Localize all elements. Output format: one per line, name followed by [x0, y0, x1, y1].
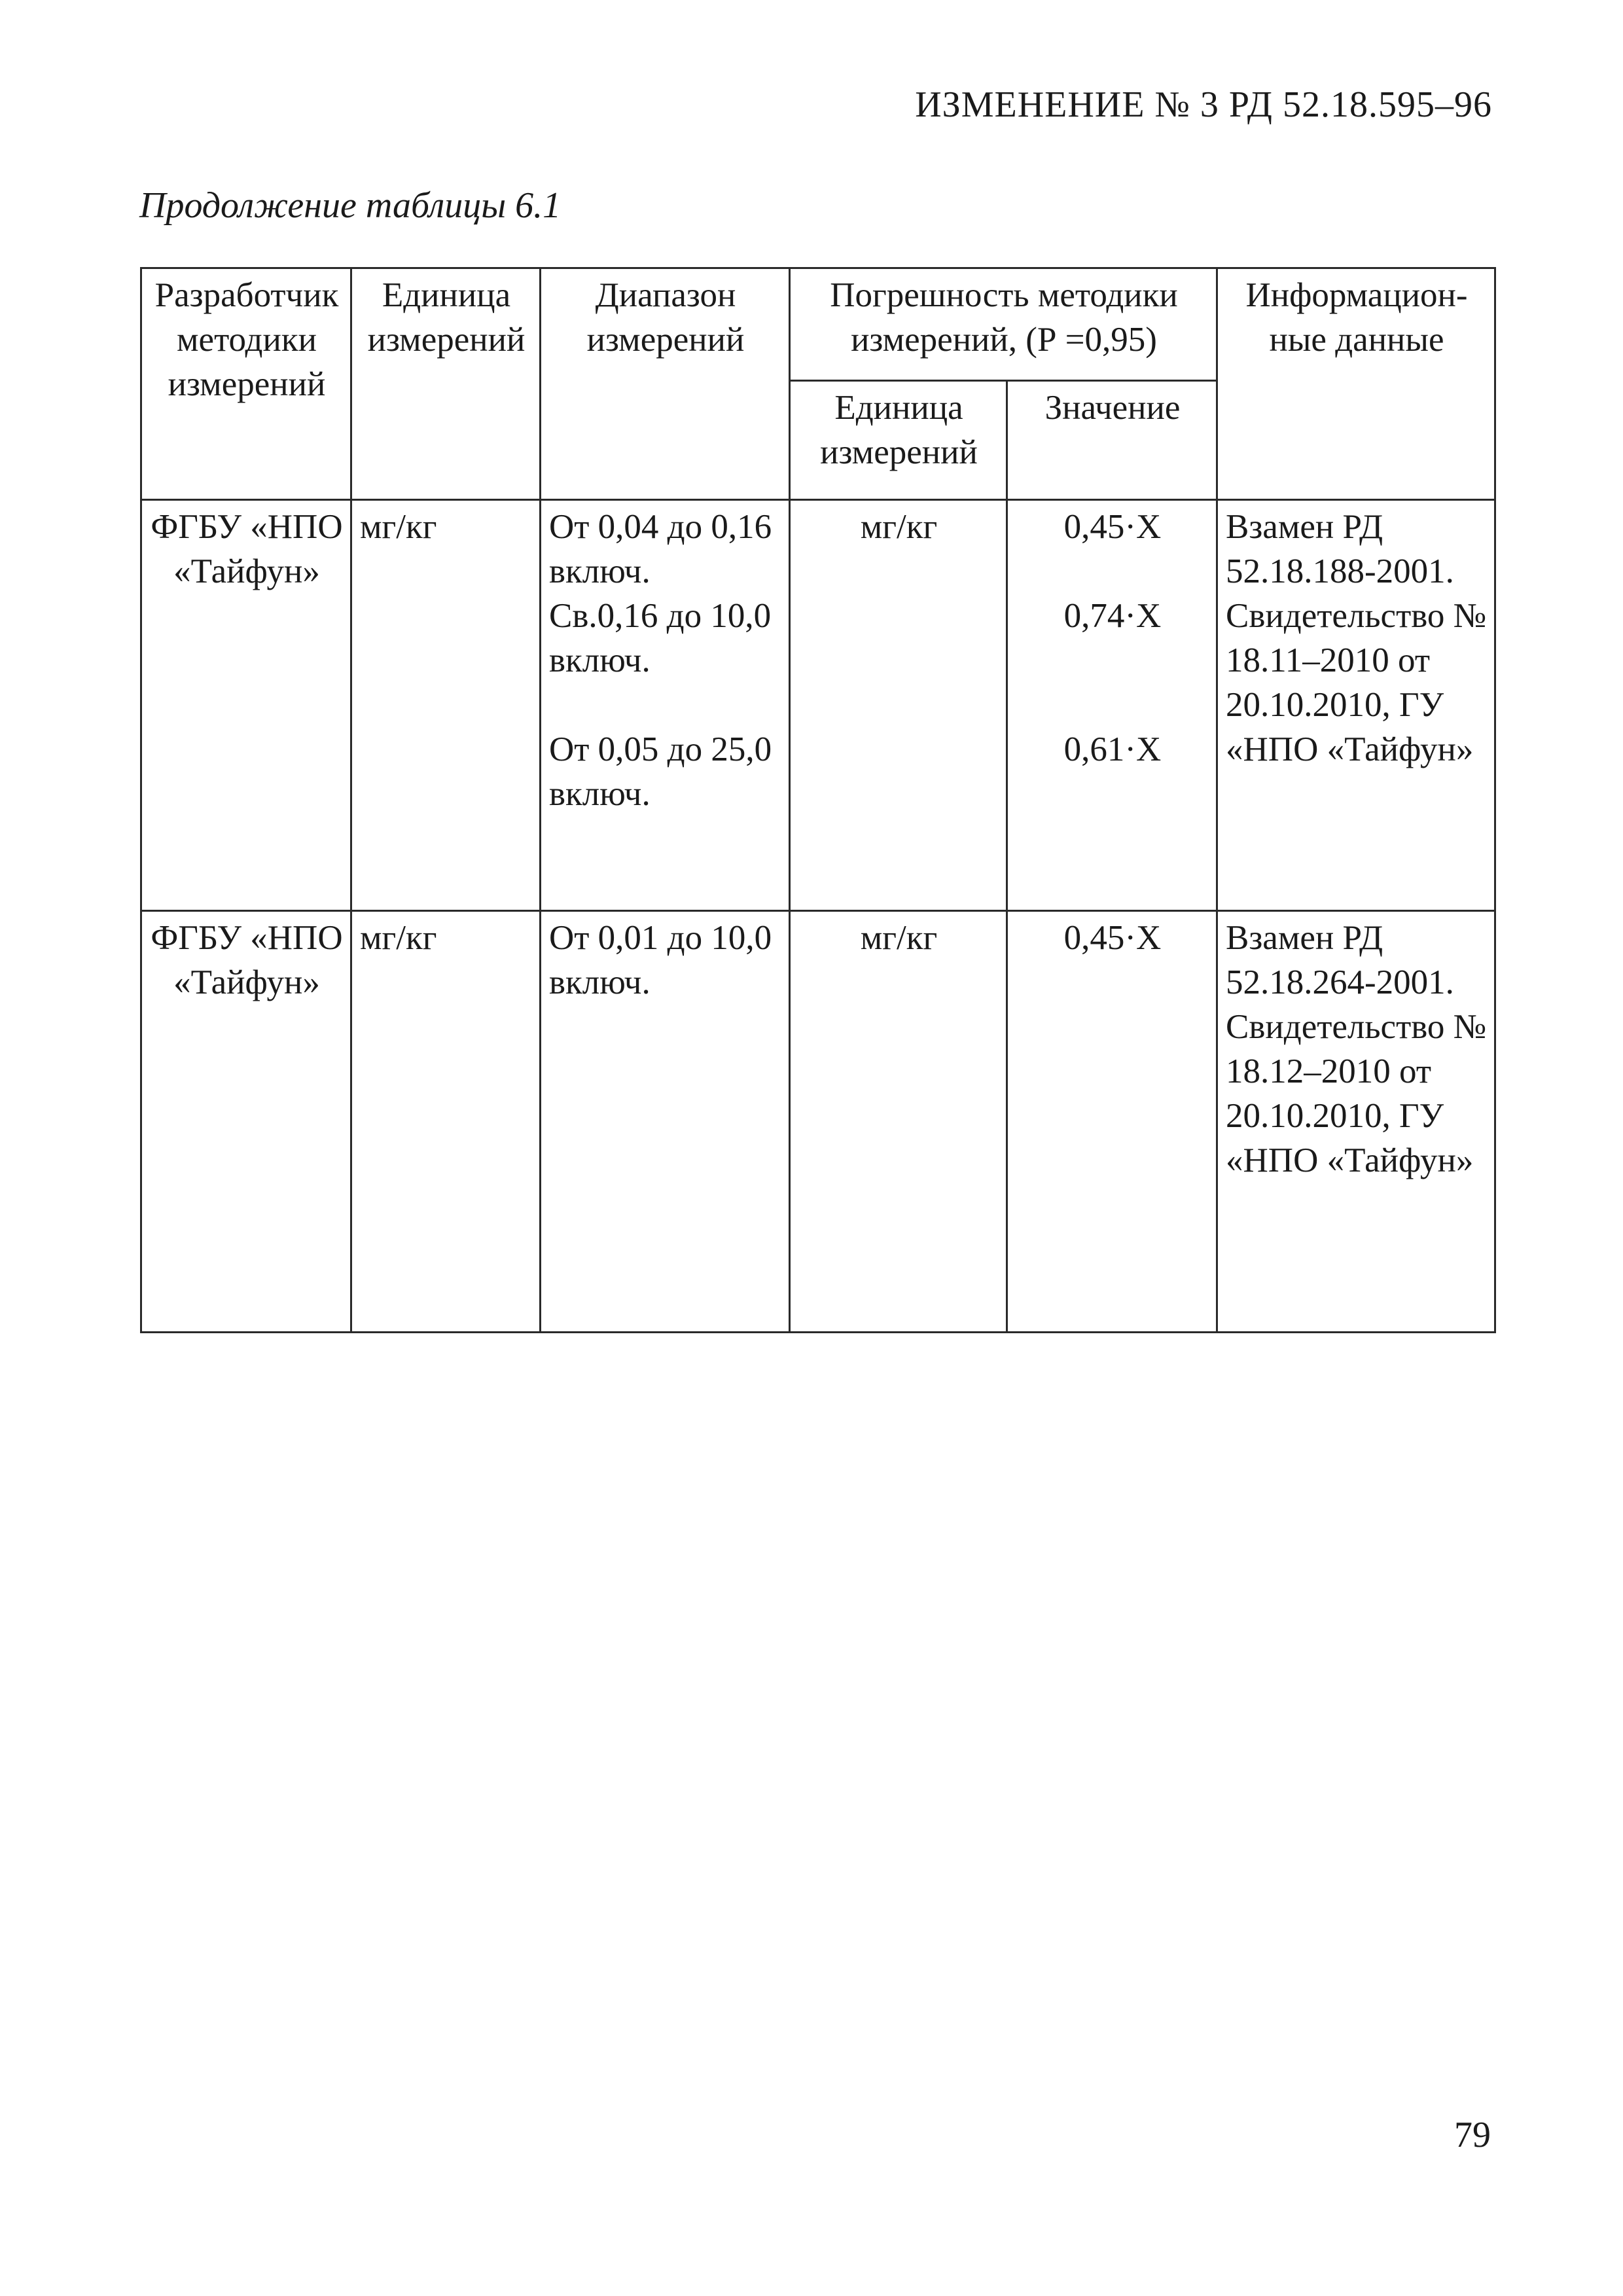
- value-line: 0,45·Х: [1063, 508, 1162, 546]
- value-line: 0,61·Х: [1063, 730, 1162, 768]
- range-line: От 0,05 до 25,0 включ.: [549, 730, 772, 813]
- cell-error-value: [1007, 500, 1217, 911]
- range-line: От 0,04 до 0,16 включ.: [549, 508, 772, 590]
- header-developer: Разработчик методики измерений: [141, 268, 351, 500]
- value-line: 0,74·Х: [1063, 597, 1162, 635]
- cell-range: [541, 500, 790, 911]
- document-header: ИЗМЕНЕНИЕ № 3 РД 52.18.595–96: [915, 84, 1492, 125]
- table-row: [141, 500, 1495, 911]
- table-header-row: [141, 268, 1495, 381]
- table-caption: Продолжение таблицы 6.1: [139, 185, 562, 226]
- page-number: 79: [1454, 2115, 1491, 2155]
- cell-error-unit: мг/кг: [790, 911, 1007, 1333]
- header-error-value: Значение: [1007, 381, 1217, 500]
- header-unit: Единица измерений: [351, 268, 541, 500]
- header-error-unit: Единица измерений: [790, 381, 1007, 500]
- range-line: Св.0,16 до 10,0 включ.: [549, 597, 772, 679]
- value-line: 0,45·Х: [1063, 919, 1162, 957]
- header-error-group: Погрешность методики измерений, (Р =0,95): [790, 268, 1217, 381]
- measurements-table: [140, 267, 1496, 1333]
- cell-developer: ФГБУ «НПО «Тайфун»: [141, 500, 351, 911]
- header-info: Информацион-ные данные: [1217, 268, 1495, 500]
- cell-error-unit: мг/кг: [790, 500, 1007, 911]
- table-row: [141, 911, 1495, 1333]
- header-range: Диапазон измерений: [541, 268, 790, 500]
- cell-unit: мг/кг: [351, 500, 541, 911]
- cell-info: Взамен РД 52.18.264-2001. Свидетельство № 18.12–2010 от 20.10.2010, ГУ «НПО «Тайфун»: [1217, 911, 1495, 1333]
- cell-error-value: [1007, 911, 1217, 1333]
- cell-developer: ФГБУ «НПО «Тайфун»: [141, 911, 351, 1333]
- cell-unit: мг/кг: [351, 911, 541, 1333]
- cell-info: Взамен РД 52.18.188-2001. Свидетельство № 18.11–2010 от 20.10.2010, ГУ «НПО «Тайфун»: [1217, 500, 1495, 911]
- cell-range: [541, 911, 790, 1333]
- range-line: От 0,01 до 10,0 включ.: [549, 919, 772, 1001]
